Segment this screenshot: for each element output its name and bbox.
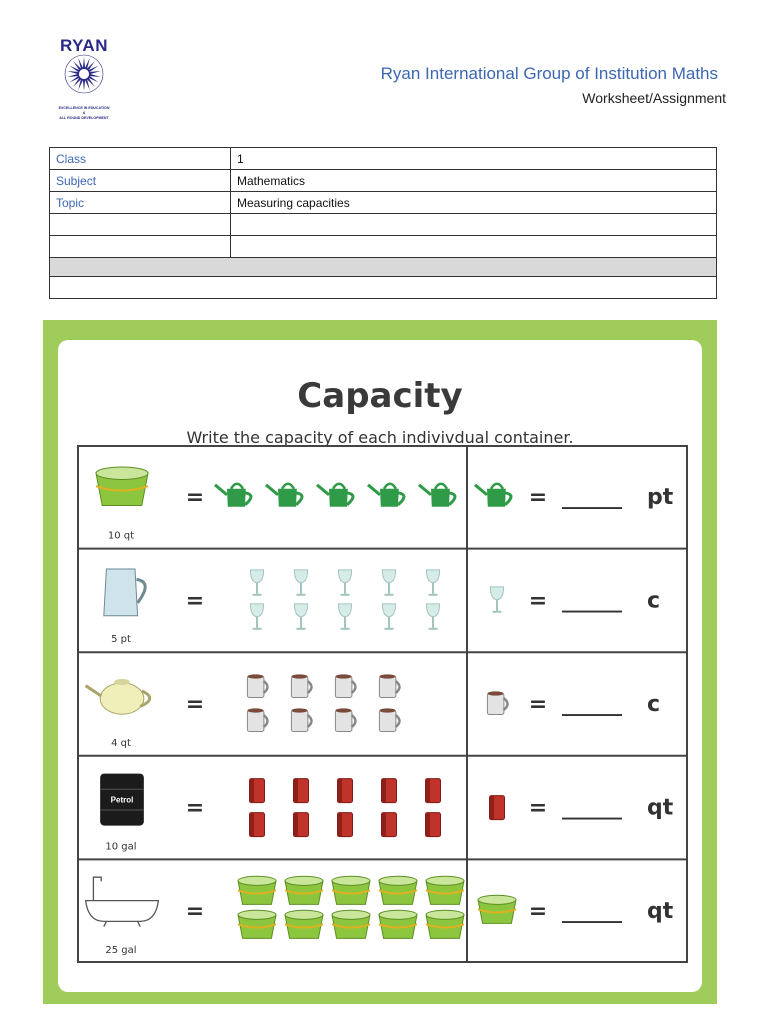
mug-icon (379, 708, 399, 731)
table-row (50, 236, 717, 258)
wine-glass-icon (250, 604, 263, 629)
logo-motto-2: & (82, 111, 86, 115)
jerry-can-icon (250, 779, 265, 803)
header-title: Ryan International Group of Institution Maths (380, 64, 718, 83)
logo-motto-1: EXCELLENCE IN EDUCATION (58, 106, 110, 110)
bucket-icon (238, 910, 276, 938)
worksheet-card (58, 340, 702, 992)
wine-glass-icon (250, 570, 263, 595)
jerry-can-icon (426, 813, 441, 837)
equals-sign: = (528, 899, 548, 925)
bucket-icon (285, 910, 323, 938)
equals-sign: = (528, 795, 548, 821)
jerry-can-icon (250, 813, 265, 837)
container-capacity: 10 gal (105, 841, 137, 853)
equals-sign: = (185, 899, 205, 925)
class-label: Class (50, 148, 231, 170)
bucket-icon (96, 467, 148, 505)
answer-blank: ______ (562, 484, 622, 509)
petrol-barrel-icon (100, 774, 144, 826)
answer-blank: ______ (562, 692, 622, 716)
jerry-can-icon (382, 779, 397, 803)
table-row (50, 192, 717, 214)
equals-sign: = (185, 484, 205, 510)
mug-icon (379, 674, 399, 697)
mug-icon (247, 708, 267, 731)
answer-unit: qt (647, 795, 674, 821)
container-capacity: 25 gal (105, 945, 137, 956)
topic-label: Topic (50, 192, 231, 214)
table-row (50, 170, 717, 192)
mug-icon (335, 708, 355, 731)
wine-glass-icon (426, 604, 439, 629)
answer-blank: ______ (562, 899, 622, 924)
watering-can-icon (419, 484, 455, 507)
subject-label: Subject (50, 170, 231, 192)
logo-motto-3: ALL ROUND DEVELOPMENT (59, 116, 109, 120)
jug-icon (104, 569, 145, 616)
topic-value: Measuring capacities (231, 192, 717, 214)
mug-icon (335, 674, 355, 697)
bucket-icon (332, 910, 370, 938)
answer-unit: qt (647, 899, 674, 925)
equals-sign: = (528, 692, 548, 717)
equals-sign: = (528, 484, 548, 510)
watering-can-icon (368, 484, 404, 507)
subject-value: Mathematics (231, 170, 717, 192)
jerry-can-icon (490, 796, 505, 820)
info-table (49, 147, 717, 299)
mug-icon (291, 674, 311, 697)
watering-can-icon (266, 484, 302, 507)
empty-cell (231, 236, 717, 258)
wine-glass-icon (382, 570, 395, 595)
wine-glass-icon (426, 570, 439, 595)
equals-sign: = (185, 588, 205, 614)
wine-glass-icon (338, 570, 351, 595)
barrel-label: Petrol (110, 795, 134, 805)
jerry-can-icon (294, 813, 309, 837)
empty-cell (50, 236, 231, 258)
answer-blank: ______ (562, 795, 622, 820)
sunburst-emblem-icon (52, 52, 116, 106)
teapot-icon (86, 679, 150, 714)
mug-icon (487, 691, 507, 714)
answer-unit: pt (647, 484, 674, 510)
wine-glass-icon (294, 570, 307, 595)
worksheet-image (43, 320, 717, 1004)
jerry-can-icon (338, 779, 353, 803)
wine-glass-icon (490, 587, 503, 612)
watering-can-icon (475, 484, 511, 507)
bathtub-icon (86, 877, 159, 926)
header-subtitle: Worksheet/Assignment (582, 90, 726, 106)
watering-can-icon (317, 484, 353, 507)
wine-glass-icon (338, 604, 351, 629)
empty-cell (231, 214, 717, 236)
table-row (50, 148, 717, 170)
worksheet-instruction: Write the capacity of each indivivdual container. (186, 428, 574, 447)
table-row-shaded (50, 258, 717, 277)
watering-can-icon (215, 484, 251, 507)
mug-icon (247, 674, 267, 697)
bucket-icon (285, 876, 323, 904)
bucket-icon (426, 910, 464, 938)
shaded-cell (50, 258, 717, 277)
wine-glass-icon (294, 604, 307, 629)
logo-wordmark: RYAN (60, 36, 108, 55)
bucket-icon (332, 876, 370, 904)
bucket-icon (426, 876, 464, 904)
worksheet-title: Capacity (297, 376, 463, 416)
table-row (50, 214, 717, 236)
empty-cell (50, 214, 231, 236)
container-capacity: 10 qt (107, 530, 135, 542)
bucket-icon (478, 895, 516, 923)
equals-sign: = (185, 692, 205, 717)
container-capacity: 5 pt (111, 634, 131, 646)
equals-sign: = (185, 795, 205, 821)
empty-cell (50, 277, 717, 299)
jerry-can-icon (382, 813, 397, 837)
school-logo (52, 36, 116, 122)
capacity-grid (77, 445, 688, 963)
bucket-icon (379, 910, 417, 938)
jerry-can-icon (338, 813, 353, 837)
answer-unit: c (647, 692, 661, 717)
answer-blank: ______ (562, 588, 622, 613)
jerry-can-icon (294, 779, 309, 803)
table-row (50, 277, 717, 299)
class-value: 1 (231, 148, 717, 170)
answer-unit: c (647, 588, 661, 614)
mug-icon (291, 708, 311, 731)
equals-sign: = (528, 588, 548, 614)
jerry-can-icon (426, 779, 441, 803)
bucket-icon (238, 876, 276, 904)
container-capacity: 4 qt (111, 737, 131, 749)
bucket-icon (379, 876, 417, 904)
wine-glass-icon (382, 604, 395, 629)
